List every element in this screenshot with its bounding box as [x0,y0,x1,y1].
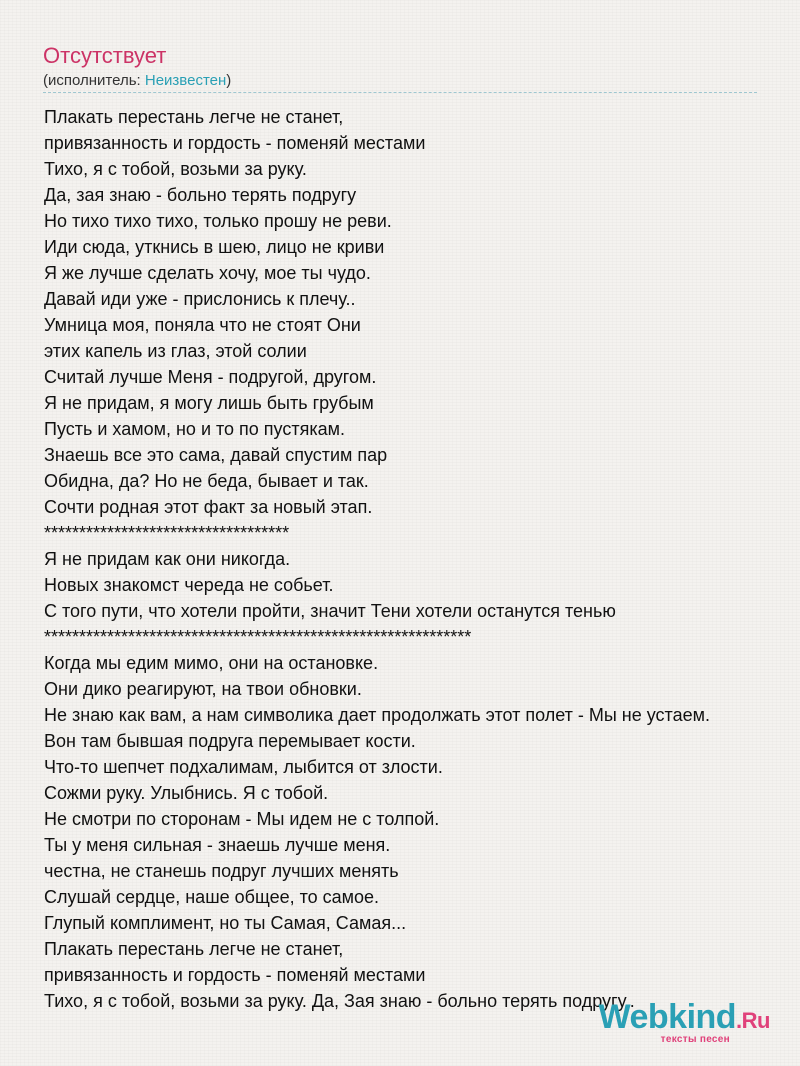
artist-line [43,71,757,91]
lyric-line: Я не придам, я могу лишь быть грубым [44,393,374,413]
lyric-line: Ты у меня сильная - знаешь лучше меня. [44,835,391,855]
lyric-line: Считай лучше Меня - подругой, другом. [44,367,377,387]
song-title: Отсутствует [43,43,167,68]
lyric-line: Умница моя, поняла что не стоят Они [44,315,361,335]
lyric-separator: *********************************** [44,523,290,543]
lyric-line: Плакать перестань легче не станет, [44,939,344,959]
song-header [43,42,757,91]
artist-suffix: ) [226,72,232,89]
lyric-line: Новых знакомст череда не собьет. [44,575,334,595]
lyric-line: Не смотри по сторонам - Мы идем не с толпой. [44,809,440,829]
lyric-line: Вон там бывшая подруга перемывает кости. [44,731,416,751]
lyric-line: С того пути, что хотели пройти, значит Тени хотели останутся тенью [44,601,616,621]
lyric-separator: ************************************************************* [44,627,472,647]
lyric-line: Давай иди уже - прислонись к плечу.. [44,289,356,309]
lyric-line: Не знаю как вам, а нам символика дает продолжать этот полет - Мы не устаем. [44,705,710,725]
watermark-brand: Webkind [598,998,737,1036]
lyric-line: честна, не станешь подруг лучших менять [44,861,399,881]
lyric-line: привязанность и гордость - поменяй местами [44,133,426,153]
watermark-tld: .Ru [736,1008,770,1033]
lyric-line: Я не придам как они никогда. [44,549,291,569]
artist-prefix: (исполнитель: [43,72,145,89]
lyric-line: Глупый комплимент, но ты Самая, Самая... [44,913,407,933]
lyric-line: Обидна, да? Но не беда, бывает и так. [44,471,369,491]
lyric-line: Они дико реагируют, на твои обновки. [44,679,362,699]
lyric-line: Что-то шепчет подхалимам, лыбится от злости. [44,757,443,777]
lyric-line: Плакать перестань легче не станет, [44,107,344,127]
lyric-line: Знаешь все это сама, давай спустим пар [44,445,388,465]
lyric-line: Да, зая знаю - больно терять подругу [44,185,357,205]
header-divider [43,92,757,93]
artist-link[interactable]: Неизвестен [144,72,227,89]
lyric-line: Тихо, я с тобой, возьми за руку. [44,159,307,179]
watermark-logo [599,1000,771,1045]
lyric-line: Слушай сердце, наше общее, то самое. [44,887,380,907]
lyric-line: Когда мы едим мимо, они на остановке. [44,653,379,673]
lyric-line: Я же лучше сделать хочу, мое ты чудо. [44,263,371,283]
lyric-line: Иди сюда, уткнись в шею, лицо не криви [44,237,385,257]
lyric-line: Тихо, я с тобой, возьми за руку. Да, Зая знаю - больно терять подругу.. [44,991,635,1011]
watermark-tagline: тексты песен [660,1034,730,1045]
lyric-line: Пусть и хамом, но и то по пустякам. [44,419,345,439]
lyric-line: Сожми руку. Улыбнись. Я с тобой. [44,783,329,803]
lyric-line: Сочти родная этот факт за новый этап. [44,497,373,517]
lyric-line: Но тихо тихо тихо, только прошу не реви. [44,211,392,231]
lyrics-text [44,104,710,1014]
lyric-line: привязанность и гордость - поменяй местами [44,965,426,985]
lyric-line: этих капель из глаз, этой солии [44,341,307,361]
